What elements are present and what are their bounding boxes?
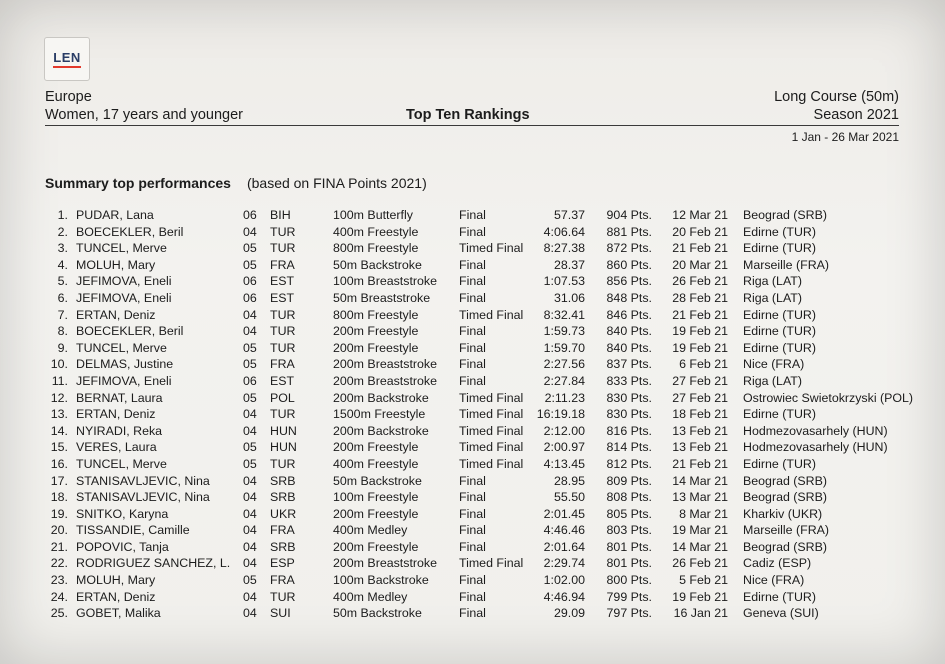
event-cell: 200m Freestyle xyxy=(333,539,419,554)
rank-cell: 21. xyxy=(50,539,68,554)
points-cell: 803 Pts. xyxy=(606,523,652,538)
nation-cell: EST xyxy=(270,274,295,289)
rank-cell: 19. xyxy=(50,506,68,521)
venue-cell: Edirne (TUR) xyxy=(743,324,816,339)
rank-cell: 18. xyxy=(50,490,68,505)
time-cell: 4:06.64 xyxy=(543,224,585,239)
rank-cell: 23. xyxy=(50,573,68,588)
birth-year-cell: 04 xyxy=(243,324,257,339)
rank-cell: 2. xyxy=(57,224,68,239)
points-cell: 830 Pts. xyxy=(606,407,652,422)
date-cell: 12 Mar 21 xyxy=(672,208,728,222)
round-cell: Final xyxy=(459,473,486,488)
time-cell: 2:27.84 xyxy=(543,373,585,388)
birth-year-cell: 05 xyxy=(243,340,257,355)
points-cell: 805 Pts. xyxy=(606,506,652,521)
event-cell: 200m Breaststroke xyxy=(333,357,437,372)
swimmer-name-cell: STANISAVLJEVIC, Nina xyxy=(76,490,210,505)
date-cell: 27 Feb 21 xyxy=(672,373,728,388)
points-cell: 800 Pts. xyxy=(606,573,652,588)
swimmer-name-cell: ERTAN, Deniz xyxy=(76,589,156,604)
points-cell: 848 Pts. xyxy=(606,290,652,305)
event-cell: 100m Butterfly xyxy=(333,208,413,222)
nation-cell: SRB xyxy=(270,539,296,554)
date-cell: 21 Feb 21 xyxy=(672,241,728,256)
time-cell: 8:32.41 xyxy=(543,307,585,322)
nation-cell: TUR xyxy=(270,589,296,604)
table-row xyxy=(0,340,945,357)
venue-cell: Geneva (SUI) xyxy=(743,606,819,621)
time-cell: 57.37 xyxy=(553,208,585,222)
venue-cell: Nice (FRA) xyxy=(743,357,805,372)
nation-cell: SRB xyxy=(270,473,296,488)
nation-cell: FRA xyxy=(270,257,295,272)
date-cell: 14 Mar 21 xyxy=(672,539,728,554)
time-cell: 1:59.70 xyxy=(543,340,585,355)
nation-cell: POL xyxy=(270,390,295,405)
event-cell: 400m Medley xyxy=(333,589,408,604)
birth-year-cell: 05 xyxy=(243,573,257,588)
table-row xyxy=(0,323,945,340)
round-cell: Final xyxy=(459,373,486,388)
time-cell: 2:12.00 xyxy=(543,423,585,438)
event-cell: 50m Backstroke xyxy=(333,473,422,488)
nation-cell: TUR xyxy=(270,407,296,422)
rank-cell: 12. xyxy=(50,390,68,405)
event-cell: 800m Freestyle xyxy=(333,307,419,322)
time-cell: 55.50 xyxy=(553,490,585,505)
date-cell: 19 Feb 21 xyxy=(672,589,728,604)
venue-cell: Marseille (FRA) xyxy=(743,523,830,538)
round-cell: Timed Final xyxy=(459,307,524,322)
table-row xyxy=(0,522,945,539)
birth-year-cell: 04 xyxy=(243,407,257,422)
points-cell: 833 Pts. xyxy=(606,373,652,388)
rank-cell: 4. xyxy=(57,257,68,272)
round-cell: Final xyxy=(459,340,486,355)
points-cell: 809 Pts. xyxy=(606,473,652,488)
table-row xyxy=(0,489,945,506)
rank-cell: 15. xyxy=(50,440,68,455)
table-row xyxy=(0,572,945,589)
swimmer-name-cell: JEFIMOVA, Eneli xyxy=(76,373,172,388)
time-cell: 16:19.18 xyxy=(536,407,585,422)
points-cell: 856 Pts. xyxy=(606,274,652,289)
nation-cell: FRA xyxy=(270,523,295,538)
event-cell: 200m Breaststroke xyxy=(333,556,437,571)
swimmer-name-cell: TUNCEL, Merve xyxy=(76,456,167,471)
time-cell: 2:01.45 xyxy=(543,506,585,521)
nation-cell: TUR xyxy=(270,456,296,471)
nation-cell: TUR xyxy=(270,224,296,239)
swimmer-name-cell: BERNAT, Laura xyxy=(76,390,163,405)
header-divider xyxy=(45,125,899,126)
birth-year-cell: 06 xyxy=(243,290,257,305)
time-cell: 28.95 xyxy=(553,473,585,488)
event-cell: 200m Freestyle xyxy=(333,340,419,355)
rank-cell: 7. xyxy=(57,307,68,322)
date-cell: 6 Feb 21 xyxy=(679,357,728,372)
rank-cell: 25. xyxy=(50,606,68,621)
date-cell: 19 Mar 21 xyxy=(672,523,728,538)
round-cell: Final xyxy=(459,606,486,621)
round-cell: Final xyxy=(459,573,486,588)
time-cell: 28.37 xyxy=(553,257,585,272)
birth-year-cell: 04 xyxy=(243,556,257,571)
swimmer-name-cell: JEFIMOVA, Eneli xyxy=(76,274,172,289)
birth-year-cell: 05 xyxy=(243,357,257,372)
birth-year-cell: 05 xyxy=(243,440,257,455)
points-cell: 872 Pts. xyxy=(606,241,652,256)
round-cell: Final xyxy=(459,274,486,289)
summary-basis: (based on FINA Points 2021) xyxy=(246,175,427,191)
event-cell: 200m Freestyle xyxy=(333,324,419,339)
round-cell: Timed Final xyxy=(459,456,524,471)
table-row xyxy=(0,439,945,456)
points-cell: 840 Pts. xyxy=(606,340,652,355)
nation-cell: FRA xyxy=(270,357,295,372)
event-cell: 100m Backstroke xyxy=(333,573,429,588)
table-row xyxy=(0,307,945,324)
event-cell: 100m Freestyle xyxy=(333,490,419,505)
time-cell: 2:29.74 xyxy=(543,556,585,571)
nation-cell: HUN xyxy=(270,423,297,438)
birth-year-cell: 04 xyxy=(243,506,257,521)
rank-cell: 11. xyxy=(51,373,68,388)
round-cell: Final xyxy=(459,290,486,305)
points-cell: 814 Pts. xyxy=(606,440,652,455)
points-cell: 797 Pts. xyxy=(606,606,652,621)
swimmer-name-cell: VERES, Laura xyxy=(76,440,157,455)
venue-cell: Ostrowiec Swietokrzyski (POL) xyxy=(743,390,914,405)
table-row xyxy=(0,605,945,622)
round-cell: Final xyxy=(459,506,486,521)
table-row xyxy=(0,240,945,257)
event-cell: 50m Backstroke xyxy=(333,606,422,621)
rank-cell: 20. xyxy=(50,523,68,538)
points-cell: 801 Pts. xyxy=(606,539,652,554)
rank-cell: 10. xyxy=(50,357,68,372)
swimmer-name-cell: BOECEKLER, Beril xyxy=(76,224,184,239)
nation-cell: TUR xyxy=(270,241,296,256)
nation-cell: UKR xyxy=(270,506,297,521)
swimmer-name-cell: TUNCEL, Merve xyxy=(76,340,167,355)
round-cell: Final xyxy=(459,589,486,604)
time-cell: 4:46.46 xyxy=(543,523,585,538)
date-cell: 20 Feb 21 xyxy=(672,224,728,239)
region-label: Europe xyxy=(45,89,92,105)
time-cell: 4:13.45 xyxy=(543,456,585,471)
points-cell: 904 Pts. xyxy=(606,208,652,222)
table-row xyxy=(0,456,945,473)
venue-cell: Edirne (TUR) xyxy=(743,241,816,256)
event-cell: 200m Breaststroke xyxy=(333,373,437,388)
course-label: Long Course (50m) xyxy=(774,89,899,105)
event-cell: 400m Medley xyxy=(333,523,408,538)
venue-cell: Hodmezovasarhely (HUN) xyxy=(743,440,888,455)
birth-year-cell: 05 xyxy=(243,257,257,272)
event-cell: 800m Freestyle xyxy=(333,241,419,256)
date-cell: 28 Feb 21 xyxy=(672,290,728,305)
time-cell: 29.09 xyxy=(553,606,585,621)
date-cell: 8 Mar 21 xyxy=(679,506,728,521)
venue-cell: Kharkiv (UKR) xyxy=(743,506,823,521)
event-cell: 100m Breaststroke xyxy=(333,274,437,289)
venue-cell: Beograd (SRB) xyxy=(743,473,828,488)
rank-cell: 13. xyxy=(50,407,68,422)
date-cell: 14 Mar 21 xyxy=(672,473,728,488)
rank-cell: 8. xyxy=(57,324,68,339)
nation-cell: TUR xyxy=(270,324,296,339)
swimmer-name-cell: TISSANDIE, Camille xyxy=(76,523,190,538)
date-cell: 27 Feb 21 xyxy=(672,390,728,405)
date-cell: 5 Feb 21 xyxy=(679,573,728,588)
event-cell: 50m Breaststroke xyxy=(333,290,431,305)
time-cell: 2:27.56 xyxy=(543,357,585,372)
venue-cell: Edirne (TUR) xyxy=(743,307,816,322)
birth-year-cell: 04 xyxy=(243,606,257,621)
summary-heading-line xyxy=(45,175,427,191)
birth-year-cell: 04 xyxy=(243,490,257,505)
table-row xyxy=(0,224,945,241)
date-cell: 18 Feb 21 xyxy=(672,407,728,422)
nation-cell: EST xyxy=(270,290,295,305)
rank-cell: 24. xyxy=(50,589,68,604)
event-cell: 200m Freestyle xyxy=(333,506,419,521)
birth-year-cell: 05 xyxy=(243,390,257,405)
date-cell: 13 Feb 21 xyxy=(672,423,728,438)
birth-year-cell: 06 xyxy=(243,373,257,388)
event-cell: 200m Backstroke xyxy=(333,390,429,405)
swimmer-name-cell: JEFIMOVA, Eneli xyxy=(76,290,172,305)
round-cell: Final xyxy=(459,257,486,272)
swimmer-name-cell: POPOVIC, Tanja xyxy=(76,539,169,554)
venue-cell: Beograd (SRB) xyxy=(743,539,828,554)
event-cell: 200m Backstroke xyxy=(333,423,429,438)
event-cell: 400m Freestyle xyxy=(333,456,419,471)
date-cell: 21 Feb 21 xyxy=(672,456,728,471)
time-cell: 4:46.94 xyxy=(543,589,585,604)
birth-year-cell: 04 xyxy=(243,539,257,554)
table-row xyxy=(0,390,945,407)
event-cell: 400m Freestyle xyxy=(333,224,419,239)
round-cell: Final xyxy=(459,208,486,222)
swimmer-name-cell: BOECEKLER, Beril xyxy=(76,324,184,339)
table-row xyxy=(0,273,945,290)
birth-year-cell: 06 xyxy=(243,208,257,222)
birth-year-cell: 04 xyxy=(243,423,257,438)
points-cell: 840 Pts. xyxy=(606,324,652,339)
points-cell: 860 Pts. xyxy=(606,257,652,272)
time-cell: 1:02.00 xyxy=(543,573,585,588)
venue-cell: Edirne (TUR) xyxy=(743,407,816,422)
swimmer-name-cell: MOLUH, Mary xyxy=(76,573,156,588)
date-cell: 16 Jan 21 xyxy=(673,606,728,621)
table-row xyxy=(0,207,945,224)
event-cell: 200m Freestyle xyxy=(333,440,419,455)
points-cell: 830 Pts. xyxy=(606,390,652,405)
table-row xyxy=(0,539,945,556)
event-cell: 50m Backstroke xyxy=(333,257,422,272)
table-row xyxy=(0,290,945,307)
swimmer-name-cell: MOLUH, Mary xyxy=(76,257,156,272)
time-cell: 1:07.53 xyxy=(543,274,585,289)
points-cell: 801 Pts. xyxy=(606,556,652,571)
len-logo-text: LEN xyxy=(53,49,81,65)
swimmer-name-cell: GOBET, Malika xyxy=(76,606,161,621)
venue-cell: Cadiz (ESP) xyxy=(743,556,812,571)
table-row xyxy=(0,555,945,572)
nation-cell: SUI xyxy=(270,606,291,621)
round-cell: Final xyxy=(459,539,486,554)
points-cell: 808 Pts. xyxy=(606,490,652,505)
birth-year-cell: 04 xyxy=(243,307,257,322)
swimmer-name-cell: NYIRADI, Reka xyxy=(76,423,163,438)
round-cell: Timed Final xyxy=(459,407,524,422)
venue-cell: Edirne (TUR) xyxy=(743,340,816,355)
points-cell: 846 Pts. xyxy=(606,307,652,322)
table-row xyxy=(0,356,945,373)
venue-cell: Riga (LAT) xyxy=(743,274,802,289)
nation-cell: ESP xyxy=(270,556,295,571)
date-cell: 20 Mar 21 xyxy=(672,257,728,272)
category-label: Women, 17 years and younger xyxy=(45,107,244,123)
season-label: Season 2021 xyxy=(813,107,899,123)
time-cell: 2:00.97 xyxy=(543,440,585,455)
round-cell: Timed Final xyxy=(459,423,524,438)
time-cell: 8:27.38 xyxy=(543,241,585,256)
round-cell: Final xyxy=(459,490,486,505)
rank-cell: 6. xyxy=(57,290,68,305)
rank-cell: 17. xyxy=(50,473,68,488)
venue-cell: Edirne (TUR) xyxy=(743,589,816,604)
venue-cell: Edirne (TUR) xyxy=(743,456,816,471)
event-cell: 1500m Freestyle xyxy=(333,407,426,422)
swimmer-name-cell: SNITKO, Karyna xyxy=(76,506,169,521)
date-range: 1 Jan - 26 Mar 2021 xyxy=(791,130,899,144)
round-cell: Final xyxy=(459,224,486,239)
date-cell: 19 Feb 21 xyxy=(672,324,728,339)
round-cell: Final xyxy=(459,523,486,538)
venue-cell: Nice (FRA) xyxy=(743,573,805,588)
venue-cell: Hodmezovasarhely (HUN) xyxy=(743,423,888,438)
birth-year-cell: 04 xyxy=(243,523,257,538)
table-row xyxy=(0,506,945,523)
rankings-table xyxy=(0,207,945,622)
round-cell: Timed Final xyxy=(459,390,524,405)
date-cell: 21 Feb 21 xyxy=(672,307,728,322)
round-cell: Timed Final xyxy=(459,556,524,571)
rank-cell: 1. xyxy=(57,208,68,222)
time-cell: 1:59.73 xyxy=(543,324,585,339)
rank-cell: 22. xyxy=(50,556,68,571)
rank-cell: 16. xyxy=(50,456,68,471)
round-cell: Timed Final xyxy=(459,440,524,455)
nation-cell: FRA xyxy=(270,573,295,588)
table-row xyxy=(0,589,945,606)
birth-year-cell: 05 xyxy=(243,456,257,471)
nation-cell: HUN xyxy=(270,440,297,455)
birth-year-cell: 04 xyxy=(243,589,257,604)
date-cell: 13 Feb 21 xyxy=(672,440,728,455)
rank-cell: 3. xyxy=(57,241,68,256)
swimmer-name-cell: TUNCEL, Merve xyxy=(76,241,167,256)
points-cell: 837 Pts. xyxy=(606,357,652,372)
points-cell: 881 Pts. xyxy=(606,224,652,239)
nation-cell: TUR xyxy=(270,340,296,355)
swimmer-name-cell: ERTAN, Deniz xyxy=(76,307,156,322)
len-logo xyxy=(44,37,90,81)
time-cell: 31.06 xyxy=(553,290,585,305)
nation-cell: TUR xyxy=(270,307,296,322)
swimmer-name-cell: RODRIGUEZ SANCHEZ, L. xyxy=(76,556,231,571)
venue-cell: Edirne (TUR) xyxy=(743,224,816,239)
rank-cell: 5. xyxy=(57,274,68,289)
summary-heading: Summary top performances xyxy=(45,175,231,191)
swimmer-name-cell: DELMAS, Justine xyxy=(76,357,174,372)
table-row xyxy=(0,473,945,490)
birth-year-cell: 04 xyxy=(243,224,257,239)
nation-cell: BIH xyxy=(270,208,291,222)
rank-cell: 14. xyxy=(50,423,68,438)
table-row xyxy=(0,257,945,274)
logo-accent-bar xyxy=(53,66,81,68)
round-cell: Timed Final xyxy=(459,241,524,256)
round-cell: Final xyxy=(459,357,486,372)
nation-cell: SRB xyxy=(270,490,296,505)
date-cell: 13 Mar 21 xyxy=(672,490,728,505)
venue-cell: Riga (LAT) xyxy=(743,373,802,388)
date-cell: 26 Feb 21 xyxy=(672,556,728,571)
table-row xyxy=(0,373,945,390)
swimmer-name-cell: STANISAVLJEVIC, Nina xyxy=(76,473,210,488)
round-cell: Final xyxy=(459,324,486,339)
birth-year-cell: 05 xyxy=(243,241,257,256)
birth-year-cell: 06 xyxy=(243,274,257,289)
page-title: Top Ten Rankings xyxy=(406,107,530,123)
swimmer-name-cell: ERTAN, Deniz xyxy=(76,407,156,422)
venue-cell: Marseille (FRA) xyxy=(743,257,830,272)
time-cell: 2:01.64 xyxy=(543,539,585,554)
venue-cell: Beograd (SRB) xyxy=(743,490,828,505)
date-cell: 26 Feb 21 xyxy=(672,274,728,289)
nation-cell: EST xyxy=(270,373,295,388)
points-cell: 812 Pts. xyxy=(606,456,652,471)
venue-cell: Riga (LAT) xyxy=(743,290,802,305)
points-cell: 816 Pts. xyxy=(606,423,652,438)
birth-year-cell: 04 xyxy=(243,473,257,488)
time-cell: 2:11.23 xyxy=(544,390,585,405)
venue-cell: Beograd (SRB) xyxy=(743,208,828,222)
rank-cell: 9. xyxy=(57,340,68,355)
table-row xyxy=(0,423,945,440)
date-cell: 19 Feb 21 xyxy=(672,340,728,355)
table-row xyxy=(0,406,945,423)
points-cell: 799 Pts. xyxy=(606,589,652,604)
swimmer-name-cell: PUDAR, Lana xyxy=(76,208,154,222)
